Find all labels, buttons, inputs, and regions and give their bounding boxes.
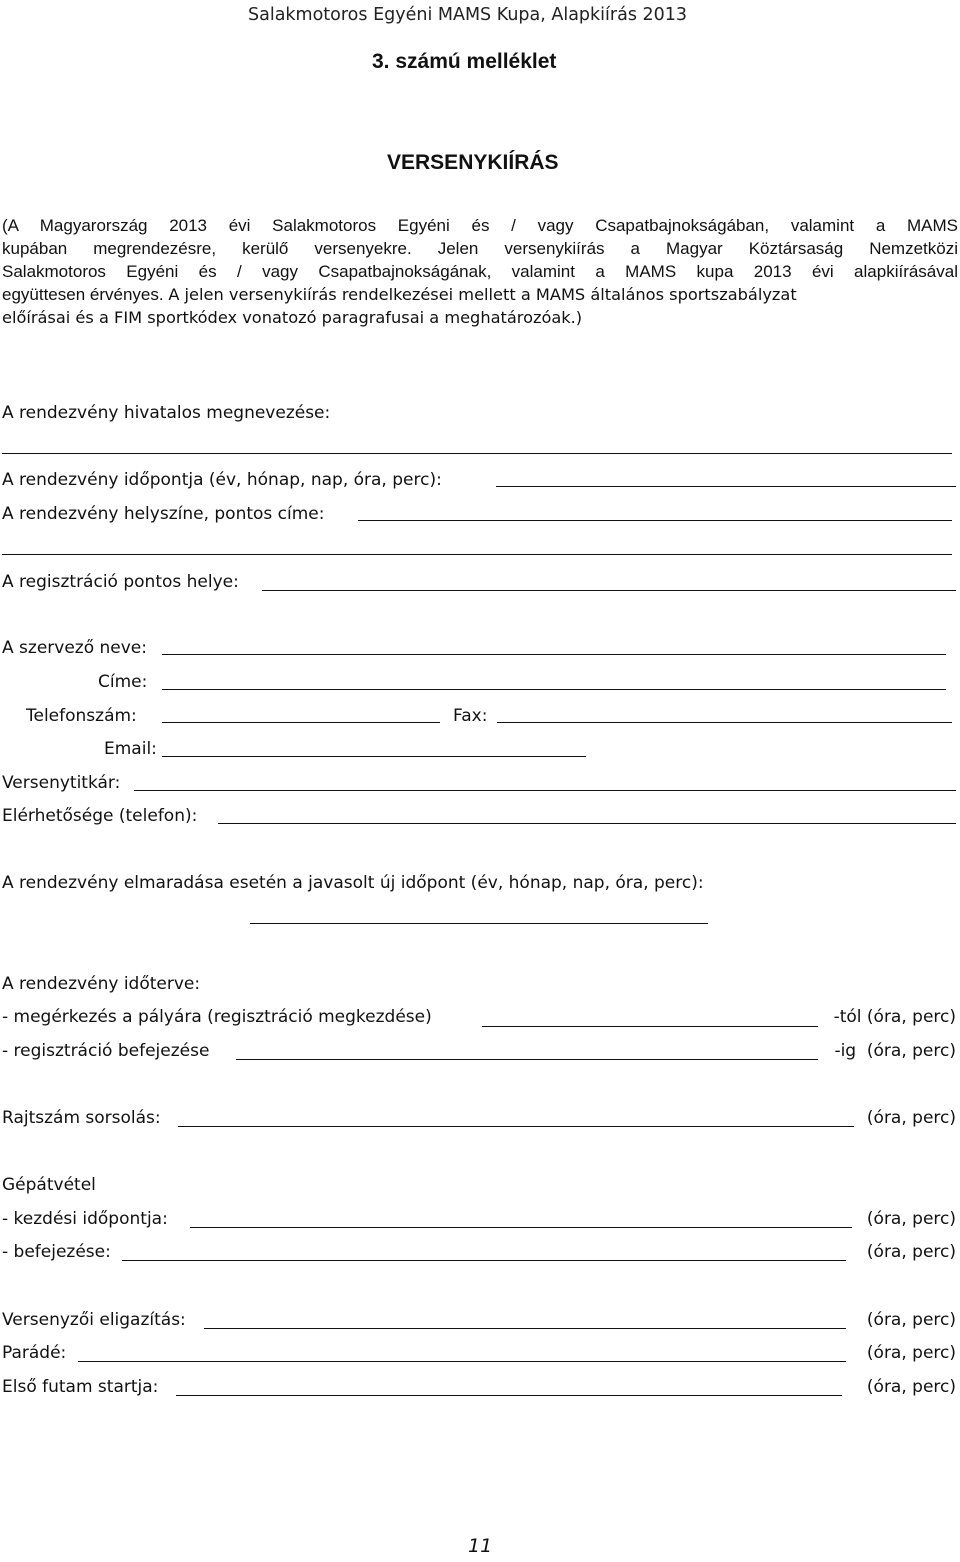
briefing-suffix: (óra, perc) xyxy=(866,1310,956,1330)
registration-place-field[interactable] xyxy=(262,590,956,591)
email-field[interactable] xyxy=(162,756,586,757)
annex-title: 3. számú melléklet xyxy=(372,50,557,73)
date-time-field[interactable] xyxy=(496,486,956,487)
reg-end-suffix: -ig (óra, perc) xyxy=(834,1041,956,1061)
contact-label: Elérhetősége (telefon): xyxy=(2,806,198,826)
secretary-field[interactable] xyxy=(134,790,956,791)
running-header: Salakmotoros Egyéni MAMS Kupa, Alapkiírás 2013 xyxy=(248,5,688,25)
arrival-suffix: -tól (óra, perc) xyxy=(833,1007,956,1027)
tech-start-suffix: (óra, perc) xyxy=(866,1209,956,1229)
intro-line-4b: A jelen versenykiírás rendelkezései mellett a MAMS általános sportszabályzat xyxy=(168,285,797,304)
tech-start-label: - kezdési időpontja: xyxy=(2,1209,168,1229)
document-title: VERSENYKIÍRÁS xyxy=(387,151,559,174)
draw-suffix: (óra, perc) xyxy=(866,1108,956,1128)
registration-place-label: A regisztráció pontos helye: xyxy=(2,572,239,592)
reg-end-field[interactable] xyxy=(236,1059,818,1060)
intro-line-1: (A Magyarország 2013 évi Salakmotoros Egyéni és / vagy Csapatbajnokságában, valamint a MAMS xyxy=(2,216,958,235)
address-label: Címe: xyxy=(98,672,148,692)
tech-end-suffix: (óra, perc) xyxy=(866,1242,956,1262)
arrival-field[interactable] xyxy=(482,1026,818,1027)
tech-start-field[interactable] xyxy=(190,1227,852,1228)
first-heat-field[interactable] xyxy=(176,1395,842,1396)
phone-field[interactable] xyxy=(162,722,440,723)
official-name-label: A rendezvény hivatalos megnevezése: xyxy=(2,403,331,423)
intro-line-2: kupában megrendezésre, kerülő versenyekre. Jelen versenykiírás a Magyar Köztársaság Nemzetközi xyxy=(2,239,958,258)
first-heat-label: Első futam startja: xyxy=(2,1377,159,1397)
parade-label: Parádé: xyxy=(2,1343,67,1363)
tech-end-label: - befejezése: xyxy=(2,1242,111,1262)
parade-suffix: (óra, perc) xyxy=(866,1343,956,1363)
draw-field[interactable] xyxy=(178,1126,854,1127)
tech-end-field[interactable] xyxy=(122,1260,846,1261)
venue-field[interactable] xyxy=(358,520,952,521)
tech-heading: Gépátvétel xyxy=(2,1175,96,1195)
reg-end-label: - regisztráció befejezése xyxy=(2,1041,210,1061)
secretary-label: Versenytitkár: xyxy=(2,773,121,793)
parade-field[interactable] xyxy=(78,1361,846,1362)
draw-label: Rajtszám sorsolás: xyxy=(2,1108,161,1128)
page-number: 11 xyxy=(468,1535,493,1557)
phone-label: Telefonszám: xyxy=(26,706,137,726)
email-label: Email: xyxy=(104,739,157,759)
venue-label: A rendezvény helyszíne, pontos címe: xyxy=(2,504,325,524)
contact-field[interactable] xyxy=(218,823,956,824)
venue-field-2[interactable] xyxy=(2,554,952,555)
arrival-label: - megérkezés a pályára (regisztráció megkezdése) xyxy=(2,1007,432,1027)
briefing-label: Versenyzői eligazítás: xyxy=(2,1310,186,1330)
organizer-name-field[interactable] xyxy=(162,654,946,655)
schedule-heading: A rendezvény időterve: xyxy=(2,974,201,994)
intro-line-4 xyxy=(2,283,958,308)
address-field[interactable] xyxy=(162,689,946,690)
fax-label: Fax: xyxy=(453,706,488,726)
first-heat-suffix: (óra, perc) xyxy=(866,1377,956,1397)
intro-line-3: Salakmotoros Egyéni és / vagy Csapatbajnokságának, valamint a MAMS kupa 2013 évi alapkiírásával xyxy=(2,262,958,281)
official-name-field[interactable] xyxy=(2,453,952,454)
alt-date-field[interactable] xyxy=(250,923,708,924)
alt-date-label: A rendezvény elmaradása esetén a javasolt új időpont (év, hónap, nap, óra, perc): xyxy=(2,873,704,893)
intro-line-4a: együttesen érvényes. xyxy=(2,285,169,304)
intro-line-5: előírásai és a FIM sportkódex vonatozó paragrafusai a meghatározóak.) xyxy=(2,308,583,327)
organizer-name-label: A szervező neve: xyxy=(2,638,147,658)
fax-field[interactable] xyxy=(497,722,952,723)
date-time-label: A rendezvény időpontja (év, hónap, nap, óra, perc): xyxy=(2,470,442,490)
briefing-field[interactable] xyxy=(204,1328,846,1329)
